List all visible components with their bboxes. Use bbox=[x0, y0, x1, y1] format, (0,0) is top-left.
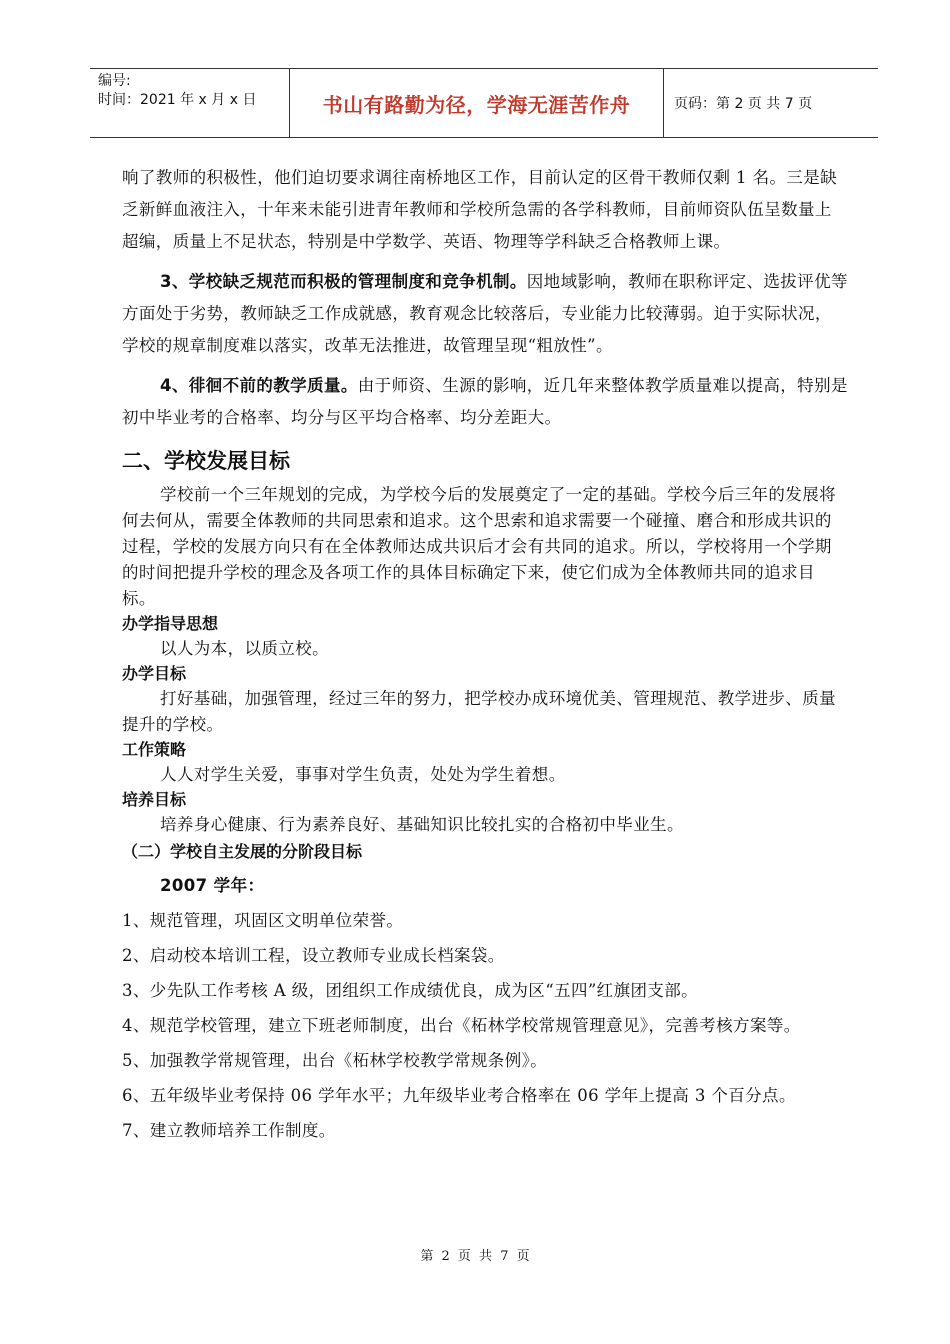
header-motto: 书山有路勤为径，学海无涯苦作舟 bbox=[290, 69, 664, 137]
point-3-paragraph bbox=[122, 266, 848, 362]
page-header bbox=[90, 68, 878, 138]
section-2-title: 二、学校发展目标 bbox=[122, 449, 290, 473]
subsection-text: 以人为本，以质立校。 bbox=[160, 639, 329, 658]
list-item: 6、五年级毕业考保持 06 学年水平；九年级毕业考合格率在 06 学年上提高 3 个百分点。 bbox=[122, 1086, 796, 1105]
list-item: 5、加强教学常规管理，出台《柘林学校教学常规条例》。 bbox=[122, 1051, 548, 1070]
subsection-text: 人人对学生关爱，事事对学生负责，处处为学生着想。 bbox=[160, 765, 566, 784]
phase-heading: （二）学校自主发展的分阶段目标 bbox=[122, 842, 363, 861]
list-item: 2、启动校本培训工程，设立教师专业成长档案袋。 bbox=[122, 946, 505, 965]
document-number-label: 编号: bbox=[98, 73, 131, 89]
point-3-text: 因地域影响，教师在职称评定、选拔评优等方面处于劣势，教师缺乏工作成就感，教育观念比较落后，专业能力比较薄弱。迫于实际状况，学校的规章制度难以落实，改革无法推进，故管理呈现“粗放性”。 bbox=[122, 272, 848, 355]
header-meta bbox=[90, 69, 290, 137]
document-body bbox=[122, 162, 848, 1147]
point-3-lead: 3、学校缺乏规范而积极的管理制度和竞争机制。 bbox=[160, 272, 527, 291]
list-item: 7、建立教师培养工作制度。 bbox=[122, 1121, 336, 1140]
list-item: 3、少先队工作考核 A 级，团组织工作成绩优良，成为区“五四”红旗团支部。 bbox=[122, 981, 699, 1000]
subsection-heading: 办学目标 bbox=[122, 664, 187, 683]
point-4-lead: 4、徘徊不前的教学质量。 bbox=[160, 376, 358, 395]
point-4-text: 由于师资、生源的影响，近几年来整体教学质量难以提高，特别是初中毕业考的合格率、均分与区平均合格率、均分差距大。 bbox=[122, 376, 848, 427]
point-4-paragraph bbox=[122, 370, 848, 434]
section-2-intro: 学校前一个三年规划的完成，为学校今后的发展奠定了一定的基础。学校今后三年的发展将何去何从，需要全体教师的共同思索和追求。这个思索和追求需要一个碰撞、磨合和形成共识的过程，学校的发展方向只有在全体教师达成共识后才会有共同的追求。所以，学校将用一个学期的时间把提升学校的理念及各项工作的具体目标确定下来，使它们成为全体教师共同的追求目标。 bbox=[122, 485, 836, 608]
subsection-text: 打好基础，加强管理，经过三年的努力，把学校办成环境优美、管理规范、教学进步、质量提升的学校。 bbox=[122, 689, 836, 734]
list-item: 4、规范学校管理，建立下班老师制度，出台《柘林学校常规管理意见》，完善考核方案等。 bbox=[122, 1016, 801, 1035]
intro-paragraph: 响了教师的积极性，他们迫切要求调往南桥地区工作，目前认定的区骨干教师仅剩 1 名。三是缺乏新鲜血液注入，十年来未能引进青年教师和学校所急需的各学科教师，目前师资队伍呈数量上超编，质量上不足状态，特别是中学数学、英语、物理等学科缺乏合格教师上课。 bbox=[122, 168, 838, 251]
header-page-info: 页码：第 2 页 共 7 页 bbox=[674, 96, 813, 112]
page-footer: 第 2 页 共 7 页 bbox=[420, 1249, 530, 1264]
subsection-heading: 办学指导思想 bbox=[122, 614, 219, 633]
subsection-heading: 工作策略 bbox=[122, 740, 187, 759]
document-time-label: 时间：2021 年 x 月 x 日 bbox=[98, 92, 257, 108]
year-label: 2007 学年： bbox=[160, 876, 265, 895]
subsection-text: 培养身心健康、行为素养良好、基础知识比较扎实的合格初中毕业生。 bbox=[160, 815, 684, 834]
subsection-heading: 培养目标 bbox=[122, 790, 187, 809]
list-item: 1、规范管理，巩固区文明单位荣誉。 bbox=[122, 911, 404, 930]
